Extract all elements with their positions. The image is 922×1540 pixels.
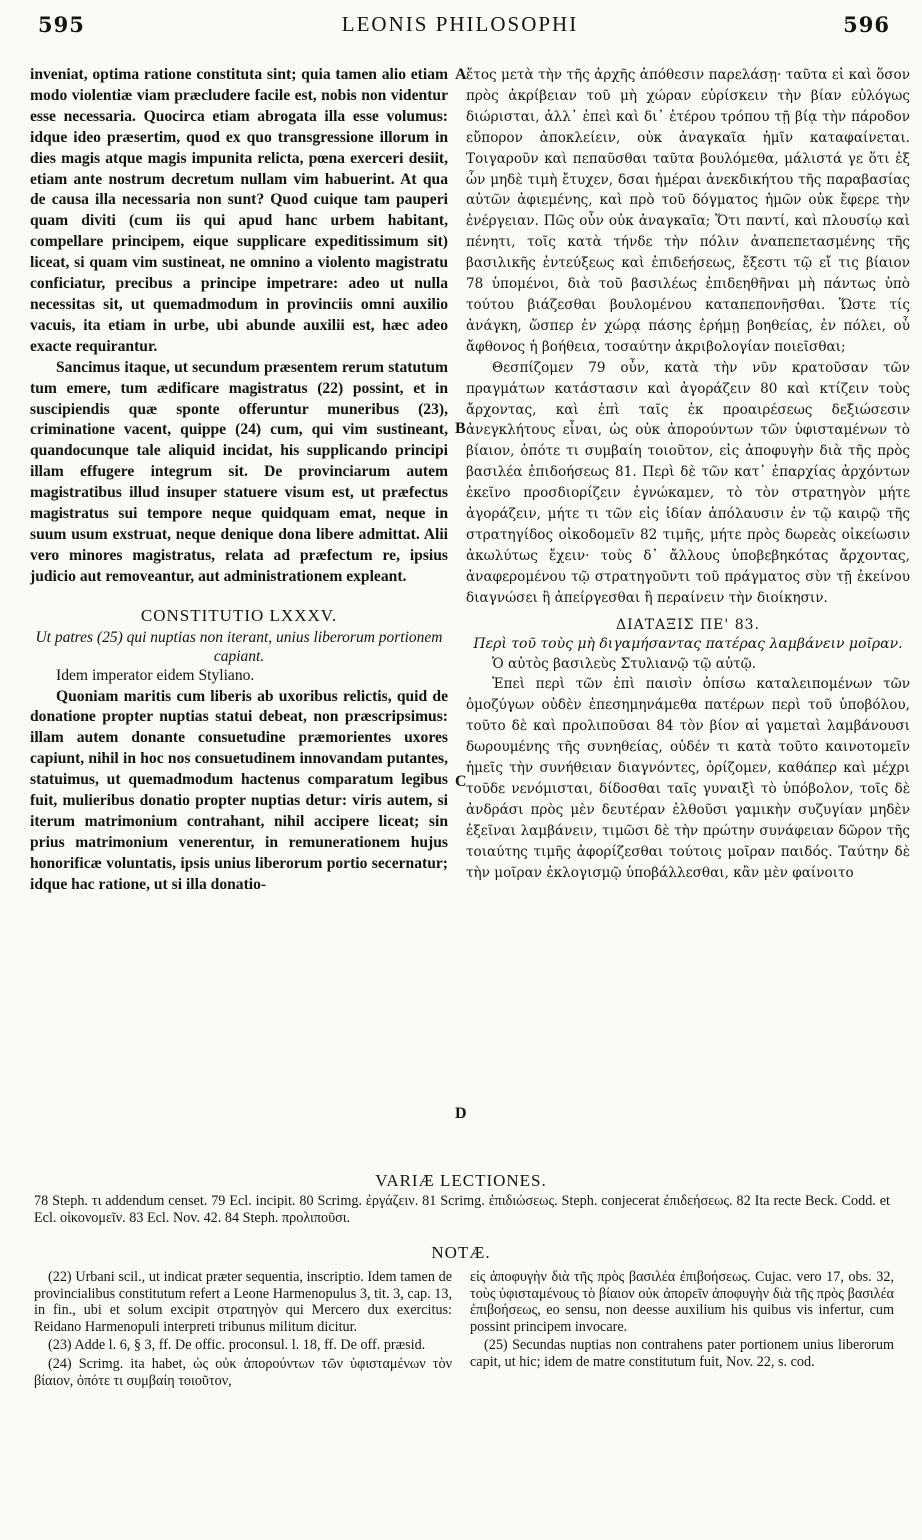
latin-paragraph-quoniam: Quoniam maritis cum liberis ab uxoribus relictis, quid de donatione propter nuptias statui debeat, non præscripsimus: illam autem donante consuetudine præmorientes uxores capiunt, nihil in hoc nos consuetudinem innovandam putantes, statuimus, ut quemadmodum hactenus comparatum legibus fuit, mulieribus donatio propter nuptias detur: viris autem, si iterum matrimonium contrahant, nihil accipere liceat; sin prius matrimonium venerentur, in remunerationem hujus honorificæ voluntatis, ipsis unius liberorum portio secernatur; idque hac ratione, ut si illa donatio- — [30, 687, 448, 893]
page-number-right: 596 — [843, 12, 890, 37]
notes-right-column — [470, 1269, 894, 1373]
latin-paragraph-sancimus: Sancimus itaque, ut secundum præsentem rerum statutum tum emere, tum ædificare magistratus (22) possint, et in suscipiendis quæ sponte offeruntur muneribus (23), criminatione vacent, quippe (24) cum, qui vim sustineant, quandocunque tale aliquid incidat, his supplicando principi illam effugere integrum sit. De provinciarum autem magistratibus illud insuper statuere visum est, ut præfectus magistratus sui tempore neque quidquam emat, neque in suum usum exstruat, neque denique dona libere admittat. Alii vero minores magistratus, relata ad præfectum re, ipsius judicio aut removeantur, aut administrationem expleant. — [30, 358, 448, 585]
greek-address: Ὁ αὐτὸς βασιλεὺς Στυλιανῷ τῷ αὐτῷ. — [492, 655, 757, 672]
greek-paragraph-thespizomen: Θεσπίζομεν 79 οὖν, κατὰ τὴν νῦν κρατοῦσαν τῶν πραγμάτων κατάστασιν καὶ ἀγοράζειν 80 καὶ κτίζειν τοὺς ἄρχοντας, καὶ ἐπὶ ταῖς ἐκ προαιρέσεως δεξιώσεσιν ἀνεγκλήτους εἶναι, ὡς οὐκ ἀπορούντων τῶν ὑφισταμένων τὸ βίαιον, ὁπότε τι συμβαίη τοιοῦτον, εἰς ἀποφυγὴν διὰ τῆς πρὸς βασιλέα ἐπιδοήσεως 81. Περὶ δὲ τῶν κατ᾽ ἐπαρχίας ἀρχόντων ἐκεῖνο προσδιορίζειν ἐγνώκαμεν, τὸ τὸν στρατηγὸν μήτε ἀγοράζειν, μήτε τι τῶν εἰς ἰδίαν ἀπόλαυσιν ἐν τῷ καιρῷ τῆς στρατηγίδος οἰκοδομεῖν 82 τιμῆς, μήτε πρὸς δωρεὰς οἰκείωσιν ἀκωλύτως ἔχειν· τοὺς δ᾽ ἄλλους ὑποβεβηκότας ἄρχοντας, ἀναφερομένου τῷ στρατηγοῦντι τοῦ πράγματος σὺν τῇ ἐκείνου διαγνώσει ἢ ἀπείργεσθαι ἢ περαίνειν τὴν διοίκησιν. — [466, 359, 910, 606]
constitution-title: CONSTITUTIO LXXXV. — [140, 605, 338, 625]
variae-lectiones-heading: VARIÆ LECTIONES. — [375, 1171, 547, 1190]
margin-letter-d: D — [455, 1105, 467, 1122]
note-22: (22) Urbani scil., ut indicat præter sequentia, inscriptio. Idem tamen de provincialibus constitutum refert a Leone Harmenopulus 3, tit. 3, cap. 13, in fin., ubi et solum excipit στρατηγὸν qui Mercero dux exercitus: Reidano Harmenopuli interpreti tribunus militum dicitur. — [34, 1269, 452, 1335]
note-23: (23) Adde l. 6, § 3, ff. De offic. proconsul. l. 18, ff. De off. præsid. — [48, 1337, 426, 1354]
latin-address: Idem imperator eidem Styliano. — [56, 666, 255, 684]
constitution-subtitle: Ut patres (25) qui nuptias non iterant, unius liberorum portionem capiant. — [35, 628, 443, 665]
greek-paragraph-epei: Ἐπεὶ περὶ τῶν ἐπὶ παισὶν ὀπίσω καταλειπομένων τῶν ὁμοζύγων οὐδὲν ἐπεσημηνάμεθα πατέρων περὶ τοῦ ὑποβόλου, τοῦτο δὲ καὶ προλιποῦσαι 84 τὸν βίον αἱ γαμεταὶ λαμβάνουσι δωρουμένης τῆς συνηθείας, οὐδέν τι κατὰ τοῦτο καινοτομεῖν ἡμεῖς τὴν συνήθειαν διαγνόντες, ὁρίζομεν, καθάπερ καὶ μέχρι τοῦδε νενόμισται, δίδοσθαι ταῖς γυναιξὶ τὸ ὑπόβολον, τοῖς δὲ ἀνδράσι πρὸς μὲν δευτέραν ἐλθοῦσι γαμικὴν συζυγίαν μηδὲν ἐξεῖναι λαμβάνειν, τιμῶσι δὲ τὴν πρώτην συνάφειαν δῶρον τῆς τοιαύτης τιμῆς ἀφορίζεσθαι τούτοις μοῖραν παιδός. Ταύτην δὲ τὴν μοῖραν ἐκλογισμῷ ὑποβάλλεσθαι, κἂν μὲν φαίνοιτο — [466, 676, 910, 881]
diataxis-title: ΔΙΑΤΑΞΙΣ ΠΕ' 83. — [616, 616, 760, 633]
latin-paragraph-opening: inveniat, optima ratione constituta sint; quia tamen alio etiam modo violentiæ viam præcludere facile est, nobis non videntur esse necessaria. Quocirca etiam abrogata illa esse volumus: idque ideo præsertim, quod ex quo transgressione illorum in dies magis atque magis impunita relicta, pœna exerceri desiit, etiam ante nostrum decretum nullam vim habuerint. At qua de causa illa necessaria non sunt? Quod cuique tam pauperi quam diviti (cum iis qui apud hanc urbem habitant, compellare principem, eique supplicare expeditissimum sit) liceat, si quam vim sustineat, ne omnino a violento magistratu conficiatur, precibus a principe impetrare: adeo ut nulla necessitas sit, ut quemadmodum in provinciis omni auxilio vacuis, ita etiam in urbe, ubi abunde auxilii est, hæc adeo exacte requirantur. — [30, 66, 448, 355]
note-25: (25) Secundas nuptias non contrahens pater portionem unius liberorum capit, ut hic; idem de matre constitutum fuit, Nov. 22, s. cod. — [470, 1337, 894, 1370]
margin-letter-a: A — [455, 66, 467, 83]
diataxis-subtitle: Περὶ τοῦ τοὺς μὴ διγαμήσαντας πατέρας λαμβάνειν μοῖραν. — [473, 635, 903, 652]
notae-heading: NOTÆ. — [431, 1243, 491, 1262]
page-number-left: 595 — [38, 12, 85, 37]
note-24: (24) Scrimg. ita habet, ὡς οὐκ ἀπορούντων τῶν ὑφισταμένων τὸν βίαιον, ὁπότε τι συμβαίη τοιοῦτον, — [34, 1355, 452, 1389]
margin-letter-c: C — [455, 773, 467, 790]
variae-lectiones-text: 78 Steph. τι addendum censet. 79 Ecl. incipit. 80 Scrimg. ἐργάζειν. 81 Scrimg. ἐπιδιώσεως. Steph. conjecerat ἐπιδεήσεως. 82 Ita recte Beck. Codd. et Ecl. οἰκονομεῖν. 83 Ecl. Nov. 42. 84 Steph. προλιποῦσι. — [34, 1193, 890, 1226]
greek-paragraph-opening: ἔτος μετὰ τὴν τῆς ἀρχῆς ἀπόθεσιν παρελάσῃ· ταῦτα εἰ καὶ ὅσον πρὸς ἀκρίβειαν τοῦ μὴ χώραν εὑρίσκειν τὴν βίαν εὐλόγως διώρισται, ἀλλ᾽ ἐπεὶ καὶ δι᾽ ἑτέρου τρόπου τῇ βίᾳ τὴν πάροδον εὔπορον ἀποκλείειν, οὐκ ἀναγκαῖα ἡμῖν καταφαίνεται. Τοιγαροῦν καὶ πεπαῦσθαι ταῦτα βουλόμεθα, μάλιστά γε ὅτι ἐξ ὧν μηδὲ τιμὴ ἔτυχεν, δσαι ἡμέραι ἀνεκδικήτου τῆς παραβασίας αὐτῶν ἀφιεμένης, καὶ πρὸ τοῦ δόγματος ἡμῶν οὐκ ἔφερε τὴν ἐνέργειαν. Πῶς οὖν οὐκ ἀναγκαῖα; Ὅτι παντί, καὶ πλουσίῳ καὶ πένητι, τοῖς κατὰ τήνδε τὴν πόλιν ἀναπεπετασμένης τῆς βασιλικῆς ἐντεύξεως καὶ ἐπιδεήσεως, ἔξεστι τῷ εἴ τις βίαιον 78 ὑπομένοι, διὰ τοῦ βασιλέως ἐπιδεηθῆναι μὴ πάντως ὑπὸ τούτου βιάζεσθαι βουλομένου καταπεπονῆσθαι. Ὥστε τίς ἀνάγκη, ὥσπερ ἐν χώρᾳ πάσης ἐρήμῃ βοηθείας, ἐν πόλει, οὗ ἄφθονος ἡ βοήθεια, τοσαύτην ἀκριβολογίαν ποιεῖσθαι; — [466, 67, 910, 355]
latin-column — [30, 65, 448, 896]
margin-letter-b: B — [455, 420, 466, 437]
notes-left-column — [34, 1269, 452, 1391]
page-header — [28, 10, 892, 44]
running-title: LEONIS PHILOSOPHI — [341, 12, 579, 36]
note-24-continued: εἰς ἀποφυγὴν διὰ τῆς πρὸς βασιλέα ἐπιβοήσεως. Cujac. vero 17, obs. 32, τοὺς ὑφισταμένους τὸ βίαιον οὐκ ἀπορεῖν ἀποφυγὴν διὰ τῆς πρὸς βασιλέα ἐπιβοήσεως, eo sensu, non deesse auxilium his quibus vis infertur, cum possint principem invocare. — [470, 1269, 894, 1335]
greek-column — [466, 65, 910, 884]
